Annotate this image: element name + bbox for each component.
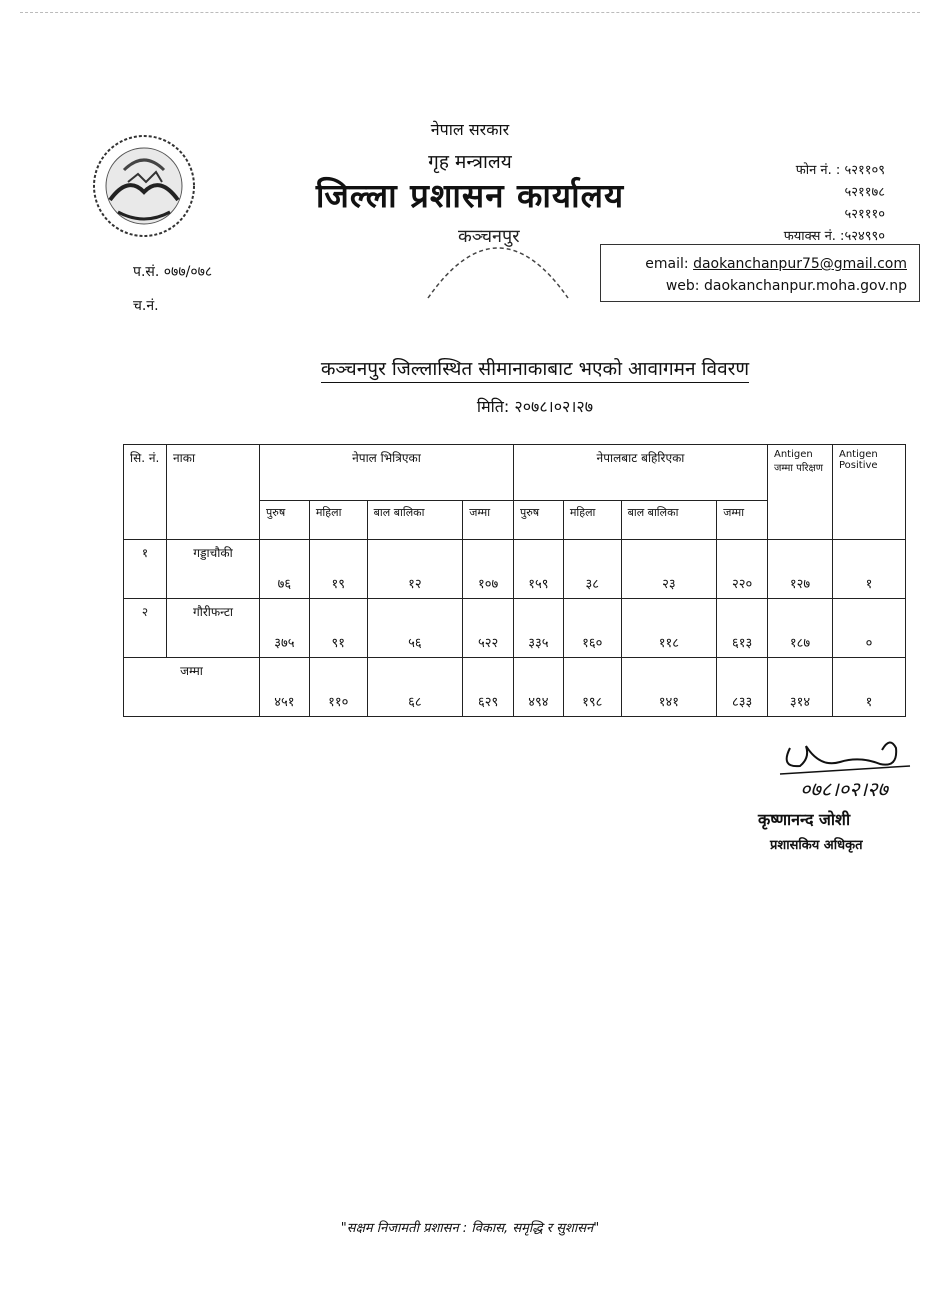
signatory-position: प्रशासकिय अधिकृत	[770, 838, 863, 853]
fax-label: फयाक्स नं. :	[783, 229, 845, 244]
cell-value: १९८	[563, 658, 621, 717]
subheader-female-out: महिला	[563, 501, 621, 540]
email-link[interactable]: daokanchanpur75@gmail.com	[693, 256, 907, 272]
cell-value: १४१	[621, 658, 717, 717]
cell-value: ७६	[260, 540, 310, 599]
cell-value: १९	[309, 540, 367, 599]
total-label: जम्मा	[124, 658, 260, 717]
cell-value: ६८	[367, 658, 463, 717]
header-exiting: नेपालबाट बहिरिएका	[513, 445, 767, 501]
signatory-name: कृष्णानन्द जोशी	[758, 810, 851, 829]
table-total-row	[124, 658, 906, 717]
cell-positive: १	[833, 658, 906, 717]
phone-2: ५२११७८	[844, 185, 885, 200]
reference-line	[133, 262, 212, 281]
cell-value: १५९	[513, 540, 563, 599]
subheader-female-in: महिला	[309, 501, 367, 540]
cell-value: ५२२	[463, 599, 514, 658]
phone-3: ५२१११०	[844, 207, 885, 222]
subheader-male-in: पुरुष	[260, 501, 310, 540]
table-row	[124, 540, 906, 599]
row-naka: गड्डाचौकी	[167, 540, 260, 599]
ministry-name: गृह मन्त्रालय	[428, 151, 512, 173]
fax-line	[784, 226, 885, 244]
cell-antigen: ३१४	[768, 658, 833, 717]
footer-motto: "सक्षम निजामती प्रशासन : विकास, समृद्धि र सुशासन"	[340, 1221, 600, 1236]
cell-positive: ०	[833, 599, 906, 658]
report-title: कञ्चनपुर जिल्लास्थित सीमानाकाबाट भएको आवागमन विवरण	[0, 355, 940, 381]
phone-line-1	[796, 160, 885, 178]
cell-value: ८३३	[717, 658, 768, 717]
cell-positive: १	[833, 540, 906, 599]
cell-value: ३७५	[260, 599, 310, 658]
cell-value: १०७	[463, 540, 514, 599]
header-sn: सि. नं.	[124, 445, 167, 540]
subheader-children-in: बाल बालिका	[367, 501, 463, 540]
cell-value: १६०	[563, 599, 621, 658]
row-sn: १	[124, 540, 167, 599]
subheader-children-out: बाल बालिका	[621, 501, 717, 540]
cell-value: ५६	[367, 599, 463, 658]
top-scan-line	[20, 12, 920, 13]
cell-value: ४९४	[513, 658, 563, 717]
government-name: नेपाल सरकार	[430, 120, 510, 139]
cell-antigen: १८७	[768, 599, 833, 658]
email-label: email:	[645, 256, 689, 272]
office-name: जिल्ला प्रशासन कार्यालय	[315, 176, 625, 215]
report-date: मिति: २०७८।०२।२७	[476, 397, 594, 416]
row-naka: गौरीफन्टा	[167, 599, 260, 658]
border-movement-table	[123, 444, 906, 717]
web-address[interactable]: daokanchanpur.moha.gov.np	[703, 278, 907, 294]
cell-antigen: १२७	[768, 540, 833, 599]
fax-number: ५२४९९०	[844, 229, 885, 244]
cell-value: ३३५	[513, 599, 563, 658]
ref-value: ०७७/०७८	[163, 264, 213, 280]
cell-value: ३८	[563, 540, 621, 599]
stamp-text: कञ्चनपुर	[458, 226, 520, 247]
cell-value: ४५१	[260, 658, 310, 717]
subheader-total-out: जम्मा	[717, 501, 768, 540]
subheader-male-out: पुरुष	[513, 501, 563, 540]
cell-value: १२	[367, 540, 463, 599]
header-naka: नाका	[167, 445, 260, 540]
web-line	[601, 275, 907, 297]
header-antigen-positive: Antigen Positive	[833, 445, 906, 540]
phone-1: ५२११०९	[844, 163, 885, 178]
dispatch-label: च.नं.	[133, 298, 159, 314]
table-header-row	[124, 445, 906, 501]
signature-date: ०७८।०२।२७	[800, 777, 888, 801]
cell-value: ६१३	[717, 599, 768, 658]
cell-value: ९१	[309, 599, 367, 658]
phone-label: फोन नं. :	[795, 163, 841, 178]
cell-value: ११८	[621, 599, 717, 658]
ref-label: प.सं.	[133, 264, 160, 280]
cell-value: २३	[621, 540, 717, 599]
office-stamp-icon	[418, 218, 578, 308]
header-entering: नेपाल भित्रिएका	[260, 445, 514, 501]
subheader-total-in: जम्मा	[463, 501, 514, 540]
email-line	[601, 253, 907, 275]
cell-value: २२०	[717, 540, 768, 599]
contact-box	[600, 244, 920, 302]
row-sn: २	[124, 599, 167, 658]
cell-value: ६२९	[463, 658, 514, 717]
table-row	[124, 599, 906, 658]
header-antigen-total: Antigen जम्मा परिक्षण	[768, 445, 833, 540]
cell-value: ११०	[309, 658, 367, 717]
web-label: web:	[665, 278, 700, 294]
